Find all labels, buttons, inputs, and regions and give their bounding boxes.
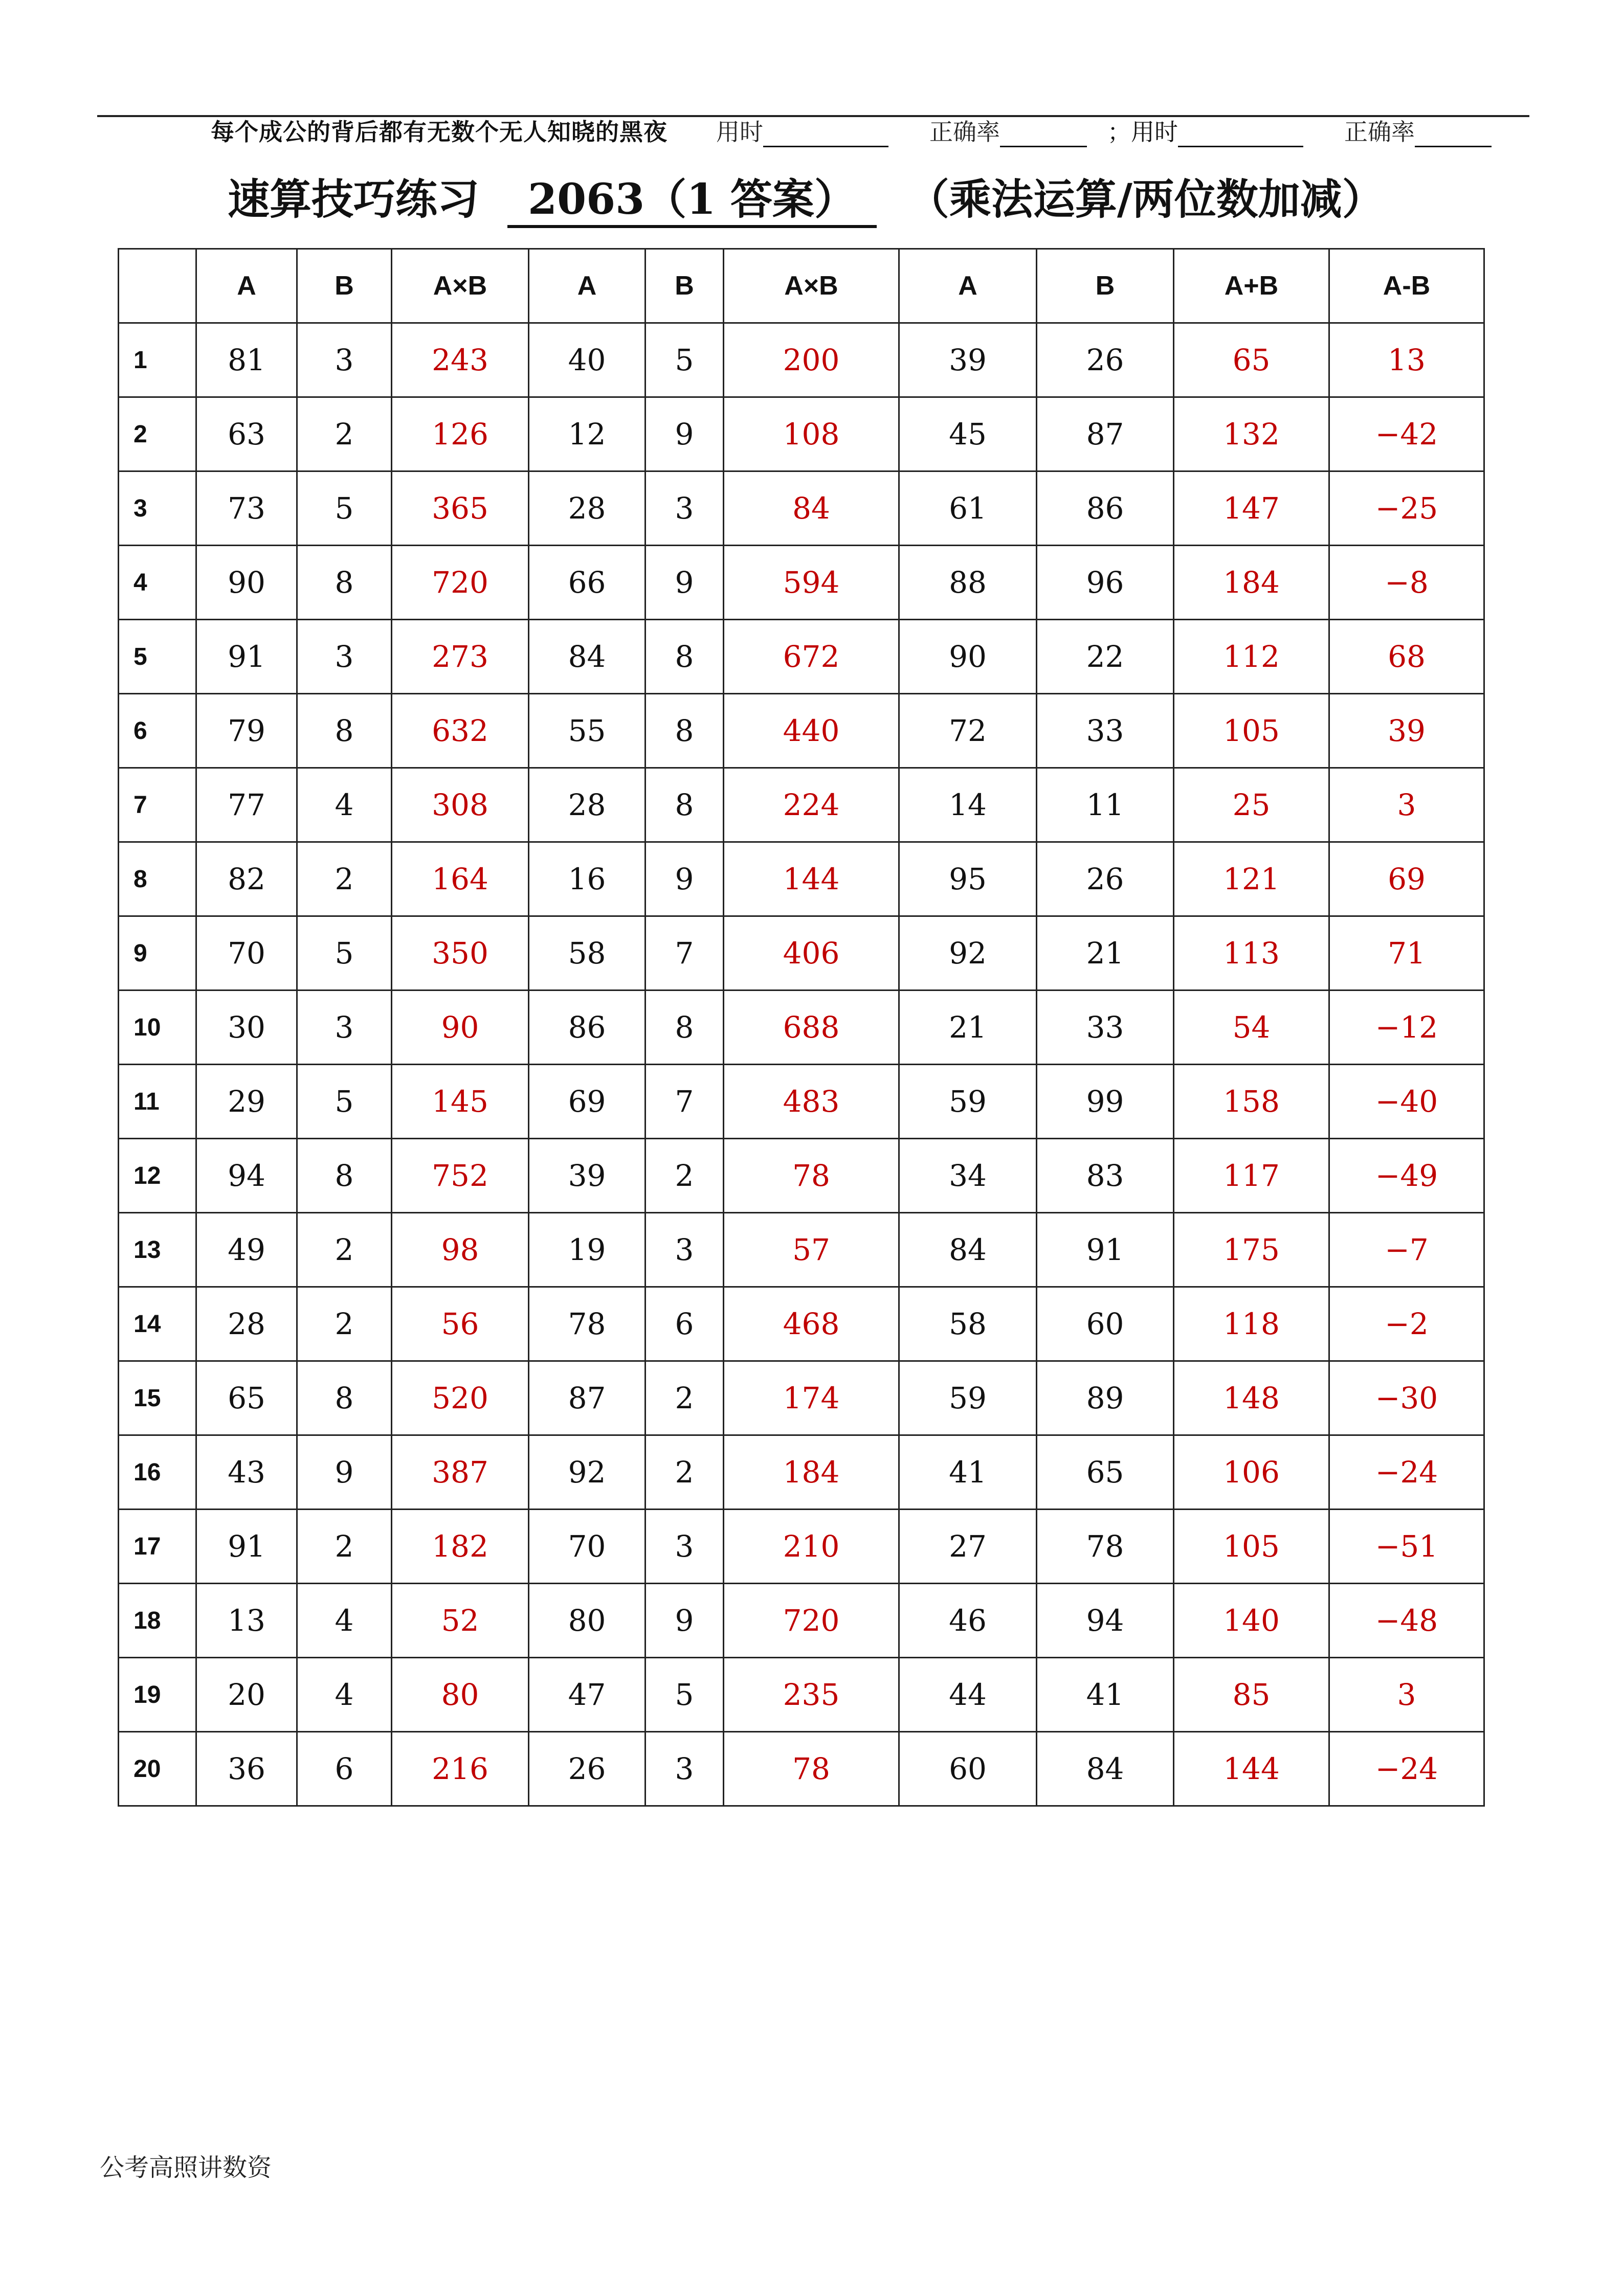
- b-value-1: 2: [297, 1510, 392, 1584]
- b-value-2: 3: [646, 471, 724, 546]
- title-code: 2063（1 答案）: [507, 174, 877, 228]
- motto: 每个成公的背后都有无数个无人知晓的黑夜: [211, 118, 668, 146]
- row-number: 11: [119, 1065, 196, 1139]
- b-value-3: 87: [1037, 397, 1174, 471]
- product-1: 350: [392, 916, 529, 991]
- a-value-1: 94: [196, 1139, 297, 1213]
- difference-answer: −8: [1329, 546, 1484, 620]
- table-row: [119, 1658, 1484, 1732]
- sum-answer: 85: [1174, 1658, 1329, 1732]
- product-1: 273: [392, 620, 529, 694]
- b-value-3: 26: [1037, 323, 1174, 397]
- product-1: 752: [392, 1139, 529, 1213]
- a-value-2: 84: [529, 620, 646, 694]
- sum-answer: 148: [1174, 1361, 1329, 1435]
- sum-answer: 158: [1174, 1065, 1329, 1139]
- page-title: [228, 169, 1558, 230]
- a-value-3: 39: [899, 323, 1037, 397]
- table-row: [119, 694, 1484, 768]
- table-row: [119, 620, 1484, 694]
- practice-table: [118, 248, 1485, 1807]
- product-2: 468: [724, 1287, 899, 1361]
- b-value-1: 5: [297, 471, 392, 546]
- a-value-3: 14: [899, 768, 1037, 842]
- a-value-2: 87: [529, 1361, 646, 1435]
- difference-answer: 39: [1329, 694, 1484, 768]
- product-1: 126: [392, 397, 529, 471]
- table-row: [119, 1213, 1484, 1287]
- a-value-1: 13: [196, 1584, 297, 1658]
- a-value-1: 91: [196, 1510, 297, 1584]
- a-value-2: 92: [529, 1435, 646, 1510]
- b-value-2: 3: [646, 1213, 724, 1287]
- sum-answer: 105: [1174, 1510, 1329, 1584]
- time-label-1: 用时: [716, 118, 763, 146]
- b-value-1: 9: [297, 1435, 392, 1510]
- a-value-1: 30: [196, 991, 297, 1065]
- b-value-1: 3: [297, 323, 392, 397]
- difference-answer: −42: [1329, 397, 1484, 471]
- b-value-3: 33: [1037, 694, 1174, 768]
- product-1: 365: [392, 471, 529, 546]
- difference-answer: −40: [1329, 1065, 1484, 1139]
- table-row: [119, 768, 1484, 842]
- b-value-3: 33: [1037, 991, 1174, 1065]
- a-value-3: 45: [899, 397, 1037, 471]
- sum-answer: 140: [1174, 1584, 1329, 1658]
- table-row: [119, 1732, 1484, 1806]
- a-value-2: 19: [529, 1213, 646, 1287]
- a-value-1: 73: [196, 471, 297, 546]
- a-header-3: A: [899, 249, 1037, 323]
- sum-answer: 117: [1174, 1139, 1329, 1213]
- a-value-1: 79: [196, 694, 297, 768]
- b-value-2: 2: [646, 1139, 724, 1213]
- difference-header: A-B: [1329, 249, 1484, 323]
- sum-answer: 25: [1174, 768, 1329, 842]
- difference-answer: −25: [1329, 471, 1484, 546]
- a-value-1: 36: [196, 1732, 297, 1806]
- product-1: 52: [392, 1584, 529, 1658]
- b-value-3: 26: [1037, 842, 1174, 916]
- difference-answer: −12: [1329, 991, 1484, 1065]
- b-value-3: 86: [1037, 471, 1174, 546]
- b-value-1: 6: [297, 1732, 392, 1806]
- b-value-3: 21: [1037, 916, 1174, 991]
- a-value-3: 59: [899, 1361, 1037, 1435]
- b-value-3: 91: [1037, 1213, 1174, 1287]
- b-value-2: 8: [646, 991, 724, 1065]
- difference-answer: 13: [1329, 323, 1484, 397]
- a-value-1: 65: [196, 1361, 297, 1435]
- row-number: 13: [119, 1213, 196, 1287]
- product-2: 594: [724, 546, 899, 620]
- b-value-3: 60: [1037, 1287, 1174, 1361]
- product-1: 80: [392, 1658, 529, 1732]
- a-value-1: 20: [196, 1658, 297, 1732]
- a-value-3: 58: [899, 1287, 1037, 1361]
- time-blank-2[interactable]: [1178, 120, 1303, 147]
- product-2: 200: [724, 323, 899, 397]
- product-2: 440: [724, 694, 899, 768]
- b-value-1: 2: [297, 397, 392, 471]
- b-value-3: 83: [1037, 1139, 1174, 1213]
- accuracy-blank-1[interactable]: [1000, 120, 1087, 147]
- b-value-2: 8: [646, 620, 724, 694]
- header-separator: ；: [1107, 118, 1131, 146]
- b-value-2: 5: [646, 1658, 724, 1732]
- product-1: 308: [392, 768, 529, 842]
- b-value-1: 5: [297, 1065, 392, 1139]
- b-value-1: 2: [297, 1213, 392, 1287]
- sum-answer: 147: [1174, 471, 1329, 546]
- b-value-1: 2: [297, 842, 392, 916]
- product-1: 720: [392, 546, 529, 620]
- difference-answer: 68: [1329, 620, 1484, 694]
- a-value-1: 81: [196, 323, 297, 397]
- row-number: 12: [119, 1139, 196, 1213]
- sum-answer: 106: [1174, 1435, 1329, 1510]
- a-value-1: 63: [196, 397, 297, 471]
- product-2: 184: [724, 1435, 899, 1510]
- product-2: 235: [724, 1658, 899, 1732]
- difference-answer: −51: [1329, 1510, 1484, 1584]
- b-value-2: 9: [646, 397, 724, 471]
- sum-answer: 54: [1174, 991, 1329, 1065]
- a-value-2: 12: [529, 397, 646, 471]
- title-subtitle: （乘法运算/两位数加减）: [907, 175, 1384, 224]
- b-value-3: 22: [1037, 620, 1174, 694]
- a-value-2: 66: [529, 546, 646, 620]
- table-row: [119, 1584, 1484, 1658]
- row-number: 5: [119, 620, 196, 694]
- product-1: 145: [392, 1065, 529, 1139]
- b-value-1: 8: [297, 1139, 392, 1213]
- sum-answer: 118: [1174, 1287, 1329, 1361]
- b-value-1: 4: [297, 1658, 392, 1732]
- a-value-3: 95: [899, 842, 1037, 916]
- product-2: 84: [724, 471, 899, 546]
- a-value-2: 16: [529, 842, 646, 916]
- a-header-1: A: [196, 249, 297, 323]
- b-value-2: 3: [646, 1732, 724, 1806]
- b-value-2: 6: [646, 1287, 724, 1361]
- a-value-3: 61: [899, 471, 1037, 546]
- product-1: 182: [392, 1510, 529, 1584]
- a-value-2: 55: [529, 694, 646, 768]
- a-value-2: 78: [529, 1287, 646, 1361]
- product-1: 90: [392, 991, 529, 1065]
- product-2: 688: [724, 991, 899, 1065]
- b-value-2: 9: [646, 842, 724, 916]
- a-value-3: 72: [899, 694, 1037, 768]
- b-value-1: 5: [297, 916, 392, 991]
- b-header-3: B: [1037, 249, 1174, 323]
- product-2: 174: [724, 1361, 899, 1435]
- a-value-2: 39: [529, 1139, 646, 1213]
- a-value-3: 60: [899, 1732, 1037, 1806]
- accuracy-label-1: 正确率: [929, 118, 1000, 146]
- b-value-3: 99: [1037, 1065, 1174, 1139]
- b-value-1: 4: [297, 1584, 392, 1658]
- difference-answer: 3: [1329, 768, 1484, 842]
- page-header: [211, 117, 1541, 147]
- sum-answer: 112: [1174, 620, 1329, 694]
- table-body: [119, 323, 1484, 1806]
- a-header-2: A: [529, 249, 646, 323]
- a-value-2: 58: [529, 916, 646, 991]
- a-value-3: 27: [899, 1510, 1037, 1584]
- b-value-2: 9: [646, 1584, 724, 1658]
- a-value-2: 69: [529, 1065, 646, 1139]
- difference-answer: −24: [1329, 1732, 1484, 1806]
- difference-answer: −7: [1329, 1213, 1484, 1287]
- row-number: 8: [119, 842, 196, 916]
- table-row: [119, 1361, 1484, 1435]
- table-row: [119, 991, 1484, 1065]
- sum-answer: 121: [1174, 842, 1329, 916]
- product-header-2: A×B: [724, 249, 899, 323]
- product-2: 57: [724, 1213, 899, 1287]
- table-row: [119, 546, 1484, 620]
- a-value-3: 46: [899, 1584, 1037, 1658]
- a-value-3: 84: [899, 1213, 1037, 1287]
- product-1: 520: [392, 1361, 529, 1435]
- a-value-1: 43: [196, 1435, 297, 1510]
- b-value-3: 78: [1037, 1510, 1174, 1584]
- b-value-3: 96: [1037, 546, 1174, 620]
- a-value-1: 91: [196, 620, 297, 694]
- b-header-1: B: [297, 249, 392, 323]
- a-value-3: 44: [899, 1658, 1037, 1732]
- product-2: 210: [724, 1510, 899, 1584]
- a-value-1: 70: [196, 916, 297, 991]
- row-number: 16: [119, 1435, 196, 1510]
- sum-answer: 105: [1174, 694, 1329, 768]
- a-value-3: 88: [899, 546, 1037, 620]
- b-value-1: 8: [297, 546, 392, 620]
- table-row: [119, 323, 1484, 397]
- table-row: [119, 916, 1484, 991]
- a-value-3: 34: [899, 1139, 1037, 1213]
- title-main: 速算技巧练习: [228, 175, 480, 224]
- table-row: [119, 471, 1484, 546]
- table-row: [119, 1435, 1484, 1510]
- a-value-2: 47: [529, 1658, 646, 1732]
- product-1: 387: [392, 1435, 529, 1510]
- b-value-3: 65: [1037, 1435, 1174, 1510]
- row-number: 1: [119, 323, 196, 397]
- b-value-3: 84: [1037, 1732, 1174, 1806]
- product-2: 108: [724, 397, 899, 471]
- sum-answer: 113: [1174, 916, 1329, 991]
- table-row: [119, 1510, 1484, 1584]
- a-value-1: 90: [196, 546, 297, 620]
- a-value-1: 77: [196, 768, 297, 842]
- product-1: 243: [392, 323, 529, 397]
- product-1: 56: [392, 1287, 529, 1361]
- b-value-1: 8: [297, 1361, 392, 1435]
- table-row: [119, 1065, 1484, 1139]
- sum-answer: 132: [1174, 397, 1329, 471]
- a-value-3: 59: [899, 1065, 1037, 1139]
- difference-answer: −30: [1329, 1361, 1484, 1435]
- b-value-1: 4: [297, 768, 392, 842]
- accuracy-blank-2[interactable]: [1415, 120, 1492, 147]
- a-value-1: 29: [196, 1065, 297, 1139]
- difference-answer: 3: [1329, 1658, 1484, 1732]
- product-2: 78: [724, 1139, 899, 1213]
- a-value-3: 90: [899, 620, 1037, 694]
- difference-answer: −48: [1329, 1584, 1484, 1658]
- product-2: 483: [724, 1065, 899, 1139]
- product-1: 98: [392, 1213, 529, 1287]
- row-number: 20: [119, 1732, 196, 1806]
- row-number: 2: [119, 397, 196, 471]
- footer-text: 公考高照讲数资: [100, 2153, 272, 2182]
- a-value-1: 28: [196, 1287, 297, 1361]
- b-value-3: 41: [1037, 1658, 1174, 1732]
- product-2: 672: [724, 620, 899, 694]
- a-value-3: 92: [899, 916, 1037, 991]
- a-value-3: 21: [899, 991, 1037, 1065]
- table-row: [119, 1287, 1484, 1361]
- row-number: 18: [119, 1584, 196, 1658]
- index-header: [119, 249, 196, 323]
- row-number: 17: [119, 1510, 196, 1584]
- a-value-2: 70: [529, 1510, 646, 1584]
- accuracy-label-2: 正确率: [1344, 118, 1415, 146]
- a-value-2: 26: [529, 1732, 646, 1806]
- row-number: 9: [119, 916, 196, 991]
- sum-answer: 65: [1174, 323, 1329, 397]
- product-1: 216: [392, 1732, 529, 1806]
- b-value-2: 3: [646, 1510, 724, 1584]
- b-value-3: 94: [1037, 1584, 1174, 1658]
- b-value-1: 8: [297, 694, 392, 768]
- row-number: 19: [119, 1658, 196, 1732]
- a-value-2: 40: [529, 323, 646, 397]
- product-2: 144: [724, 842, 899, 916]
- table-row: [119, 397, 1484, 471]
- b-value-1: 2: [297, 1287, 392, 1361]
- difference-answer: −24: [1329, 1435, 1484, 1510]
- b-value-2: 2: [646, 1361, 724, 1435]
- b-value-2: 8: [646, 768, 724, 842]
- product-2: 78: [724, 1732, 899, 1806]
- product-2: 720: [724, 1584, 899, 1658]
- table-header-row: [119, 249, 1484, 323]
- b-value-1: 3: [297, 991, 392, 1065]
- sum-answer: 184: [1174, 546, 1329, 620]
- a-value-1: 82: [196, 842, 297, 916]
- row-number: 4: [119, 546, 196, 620]
- product-2: 224: [724, 768, 899, 842]
- b-value-3: 89: [1037, 1361, 1174, 1435]
- product-header-1: A×B: [392, 249, 529, 323]
- row-number: 3: [119, 471, 196, 546]
- b-value-2: 7: [646, 1065, 724, 1139]
- a-value-2: 80: [529, 1584, 646, 1658]
- b-value-1: 3: [297, 620, 392, 694]
- b-value-2: 5: [646, 323, 724, 397]
- time-blank-1[interactable]: [763, 120, 888, 147]
- product-1: 164: [392, 842, 529, 916]
- a-value-2: 28: [529, 768, 646, 842]
- row-number: 6: [119, 694, 196, 768]
- a-value-1: 49: [196, 1213, 297, 1287]
- b-value-2: 7: [646, 916, 724, 991]
- sum-answer: 175: [1174, 1213, 1329, 1287]
- table-row: [119, 1139, 1484, 1213]
- b-value-3: 11: [1037, 768, 1174, 842]
- product-1: 632: [392, 694, 529, 768]
- b-value-2: 2: [646, 1435, 724, 1510]
- product-2: 406: [724, 916, 899, 991]
- sum-answer: 144: [1174, 1732, 1329, 1806]
- table-row: [119, 842, 1484, 916]
- row-number: 7: [119, 768, 196, 842]
- b-value-2: 8: [646, 694, 724, 768]
- difference-answer: 71: [1329, 916, 1484, 991]
- sum-header: A+B: [1174, 249, 1329, 323]
- time-label-2: 用时: [1131, 118, 1178, 146]
- row-number: 15: [119, 1361, 196, 1435]
- a-value-3: 41: [899, 1435, 1037, 1510]
- difference-answer: −49: [1329, 1139, 1484, 1213]
- difference-answer: −2: [1329, 1287, 1484, 1361]
- difference-answer: 69: [1329, 842, 1484, 916]
- a-value-2: 86: [529, 991, 646, 1065]
- b-header-2: B: [646, 249, 724, 323]
- row-number: 14: [119, 1287, 196, 1361]
- a-value-2: 28: [529, 471, 646, 546]
- row-number: 10: [119, 991, 196, 1065]
- b-value-2: 9: [646, 546, 724, 620]
